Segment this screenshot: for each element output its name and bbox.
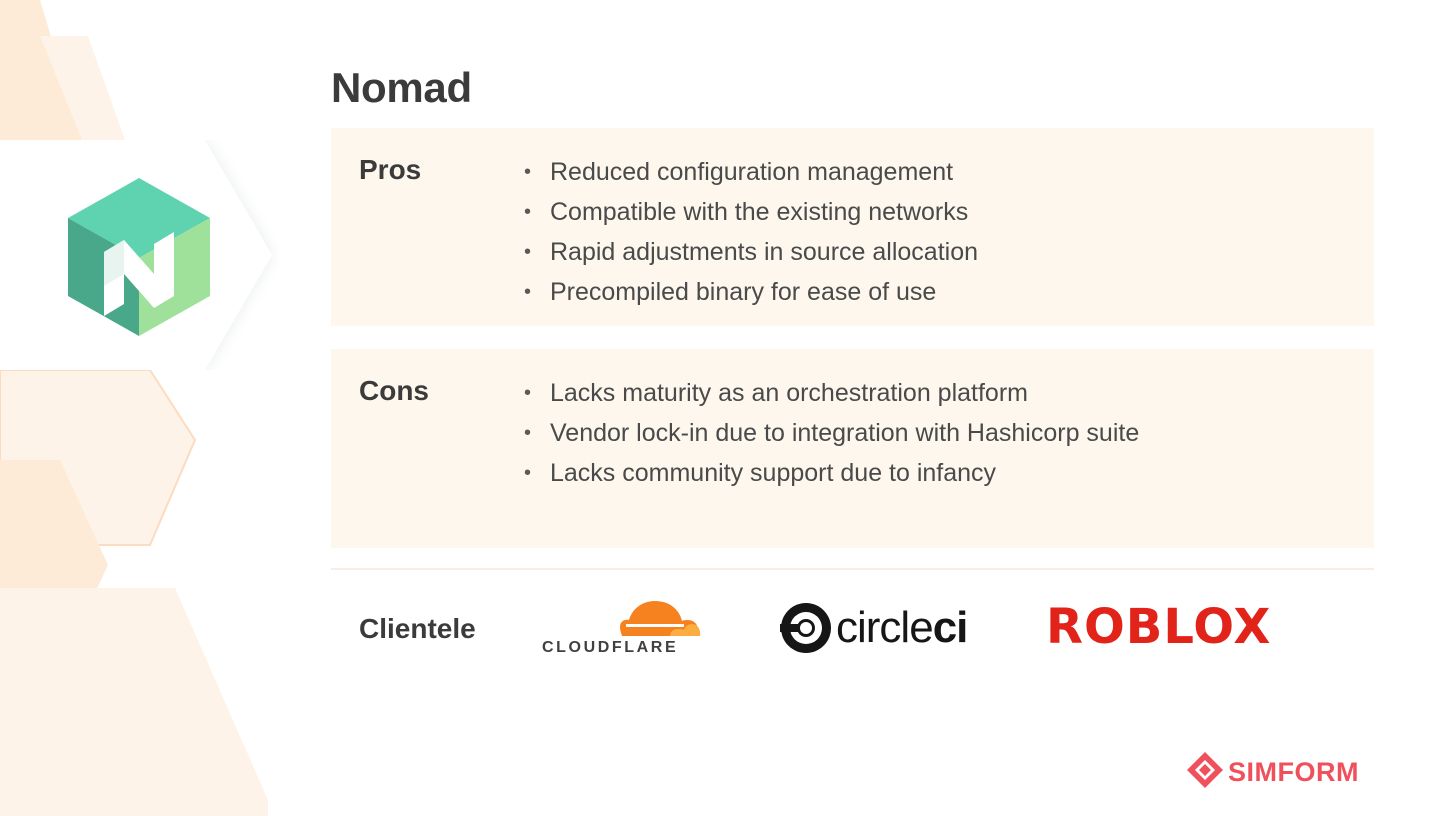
- section-divider: [331, 568, 1374, 570]
- circleci-logo-icon: [780, 601, 980, 657]
- nomad-logo-icon: [68, 178, 210, 336]
- roblox-wordmark: ROBLOX: [1046, 599, 1272, 655]
- simform-wordmark: SIMFORM: [1228, 757, 1359, 787]
- list-item: • Compatible with the existing networks: [524, 192, 978, 232]
- cons-list: [524, 373, 1139, 493]
- list-item: • Lacks community support due to infancy: [524, 453, 1139, 493]
- page-title: Nomad: [331, 64, 472, 111]
- roblox-logo-icon: [1046, 599, 1310, 655]
- circleci-wordmark-bold: ci: [932, 603, 968, 652]
- list-item: • Reduced configuration management: [524, 152, 978, 192]
- simform-logo-icon: [1186, 751, 1386, 791]
- background-decoration: [0, 0, 300, 816]
- cons-panel: [331, 349, 1374, 548]
- clientele-label: Clientele: [359, 613, 476, 644]
- list-item: • Rapid adjustments in source allocation: [524, 232, 978, 272]
- pros-panel: [331, 128, 1374, 326]
- cloudflare-logo-icon: [542, 600, 704, 658]
- simform-mark-icon: [1186, 751, 1224, 789]
- pros-list: [524, 152, 978, 312]
- circleci-mark-icon: [780, 601, 832, 655]
- cons-label: Cons: [359, 375, 429, 406]
- cloudflare-wordmark: CLOUDFLARE: [542, 639, 679, 656]
- cloudflare-cloud-icon: [542, 600, 704, 640]
- circleci-wordmark-light: circle: [836, 603, 933, 652]
- list-item: • Precompiled binary for ease of use: [524, 272, 978, 312]
- list-item: • Vendor lock-in due to integration with Hashicorp suite: [524, 413, 1139, 453]
- pros-label: Pros: [359, 154, 422, 185]
- list-item: • Lacks maturity as an orchestration platform: [524, 373, 1139, 413]
